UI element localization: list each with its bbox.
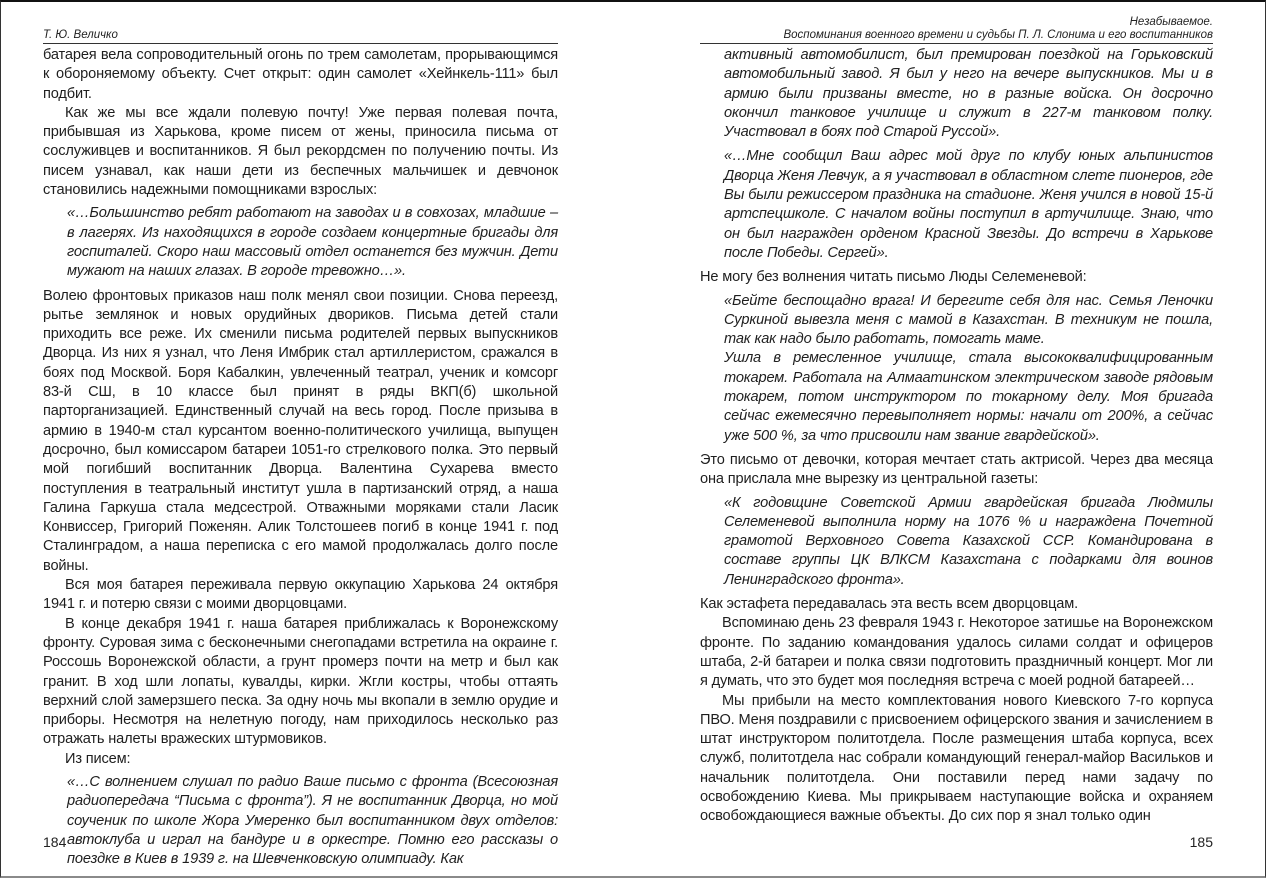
book-subtitle: Воспоминания военного времени и судьбы П. Л. Слонима и его воспитанников <box>783 29 1213 41</box>
right-page <box>700 0 1213 881</box>
paragraph: батарея вела сопроводительный огонь по трем самолетам, прорывающимся к обороняемому объекту. Счет открыт: один самолет «Хейнкель-111» был подбит. <box>43 47 558 102</box>
book-title: Незабываемое. <box>1129 16 1213 28</box>
letter-quote: «…Большинство ребят работают на заводах и в совхозах, младшие – в лагерях. Из находящихся в городе создаем концертные бригады для госпиталей. Скоро наш массовый отдел останется без мужчин. Дети мужают на наших глазах. В городе тревожно…». <box>67 205 558 280</box>
paragraph: Как же мы все ждали полевую почту! Уже первая полевая почта, прибывшая из Харькова, кроме писем от жены, приносила письма от сослуживцев и воспитанников. Я был рекордсмен по получению почты. Из писем узнавал, как наши дети из беспечных мальчишек и девчонок становились надежными помощниками взрослых: <box>43 104 558 199</box>
letter-quote-continued: Ушла в ремесленное училище, стала высококвалифицированным токарем. Работала на Алмаатинском электрическом заводе рядовым токарем, потом инструктором по токарному делу. Моя бригада сейчас ежемесячно перевыполняет нормы: начали от 200%, а сейчас уже 500 %, за что присвоили нам звание гвардейской». <box>724 350 1213 444</box>
letter-quote: «…Мне сообщил Ваш адрес мой друг по клубу юных альпинистов Дворца Женя Левчук, а я участвовал в областном слете пионеров, где Вы были режиссером праздника на стадионе. Женя учился в новой 15-й артспецшколе. С началом войны поступил в артучилище. Знаю, что он был награжден орденом Красной Звезды. До встречи в Харькове после Победы. Сергей». <box>724 148 1213 261</box>
page-number-left: 184 <box>43 834 67 850</box>
left-page <box>43 0 558 881</box>
paragraph: Как эстафета передавалась эта весть всем дворцовцам. <box>700 596 1079 613</box>
newspaper-quote: «К годовщине Советской Армии гвардейская бригада Людмилы Селеменевой выполнила норму на 1076 % и награждена Почетной грамотой Верховного Совета Казахской ССР. Командирована в составе группы ЦК ВЛКСМ Казахстана с подарками для воинов Ленинградского фронта». <box>724 494 1213 588</box>
paragraph: Не могу без волнения читать письмо Люды Селеменевой: <box>700 269 1087 286</box>
letter-quote: «Бейте беспощадно врага! И берегите себя для нас. Семья Леночки Суркиной вывезла меня с мамой в Казахстан. В техникум не пошла, так как надо было работать, помогать маме. <box>724 292 1213 348</box>
letter-quote: активный автомобилист, был премирован поездкой на Горьковский автомобильный завод. Я был у него на вечере выпускников. Мы и в армию были призваны вместе, но в разные войска. Он досрочно окончил танковое училище и служит в 227-м танковом полку. Участвовал в боях под Старой Руссой». <box>724 47 1213 141</box>
left-body-text <box>43 46 558 874</box>
paragraph: Из писем: <box>65 750 131 767</box>
paragraph: Вспоминаю день 23 февраля 1943 г. Некоторое затишье на Воронежском фронте. По заданию командования удалось силами солдат и офицеров штаба, 2-й батареи и полка связи подготовить праздничный концерт. Мог ли я думать, что это будет моя последняя встреча с моей родной батареей… <box>700 615 1213 690</box>
right-body-text <box>700 46 1213 827</box>
paragraph: Волею фронтовых приказов наш полк менял свои позиции. Снова переезд, рытье землянок и новых орудийных двориков. Письма детей стали приходить все реже. Их сменили письма родителей первых выпускников Дворца. Из них я узнал, что Леня Имбрик стал артиллеристом, сражался в боях под Москвой. Боря Кабалкин, увлеченный театрал, ученик и комсорг 83-й СШ, в 10 классе был принят в ряды ВКП(б) школьной парторганизацией. Единственный случай на весь город. После призыва в армию в 1940-м стал курсантом военно-политического училища, выпущен досрочно, был комиссаром батареи 1051-го стрелкового полка. Это первый мой погибший воспитанник Дворца. Валентина Сухарева вместо поступления в театральный институт ушла в партизанский отряд, а наша Галина Гаркуша стала медсестрой. Отважными моряками стали Ласик Конвиссер, Григорий Поженян. Алик Толстошеев погиб в конце 1941 г. под Сталинградом, а наша переписка с его мамой продолжалась долго после войны. <box>43 287 558 574</box>
paragraph: Вся моя батарея переживала первую оккупацию Харькова 24 октября 1941 г. и потерю связи с моими дворцовцами. <box>43 577 558 613</box>
paragraph: В конце декабря 1941 г. наша батарея приближалась к Воронежскому фронту. Суровая зима с бесконечными снегопадами встретила на окраине г. Россошь Воронежской области, а грунт промерз почти на метр и был как гранит. В ход шли лопаты, кувалды, кирки. Жгли костры, чтобы оттаять верхний слой замерзшего песка. За одну ночь мы вкопали в землю орудие и приборы. Несмотря на нелетную погоду, нам приходилось несколько раз отражать налеты вражеских штурмовиков. <box>43 615 558 748</box>
right-running-head <box>700 16 1213 44</box>
author-name: Т. Ю. Величко <box>43 29 118 41</box>
paragraph: Мы прибыли на место комплектования нового Киевского 7-го корпуса ПВО. Меня поздравили с присвоением офицерского звания и зачислением в штат инструктором политотдела. После размещения штаба корпуса, всех служб, политотдела нас собрали командующий генерал-майор Васильков и начальник политотдела. Они поставили перед нами задачу по освобождению Киева. Мы прикрываем наступающие войска и охраняем освобождающиеся важные объекты. До сих пор я знал только один <box>700 692 1213 825</box>
left-running-head <box>43 29 558 44</box>
letter-quote: «…С волнением слушал по радио Ваше письмо с фронта (Всесоюзная радиопередача “Письма с фронта”). Я не воспитанник Дворца, но мой соученик по школе Жора Умеренко был воспитанником двух отделов: автоклуба и играл на бандуре и в оркестре. Помню его рассказы о поездке в Киев в 1939 г. на Шевченковскую олимпиаду. Как <box>67 773 558 868</box>
page-number-right: 185 <box>1189 834 1213 850</box>
paragraph: Это письмо от девочки, которая мечтает стать актрисой. Через два месяца она прислала мне вырезку из центральной газеты: <box>700 451 1213 488</box>
